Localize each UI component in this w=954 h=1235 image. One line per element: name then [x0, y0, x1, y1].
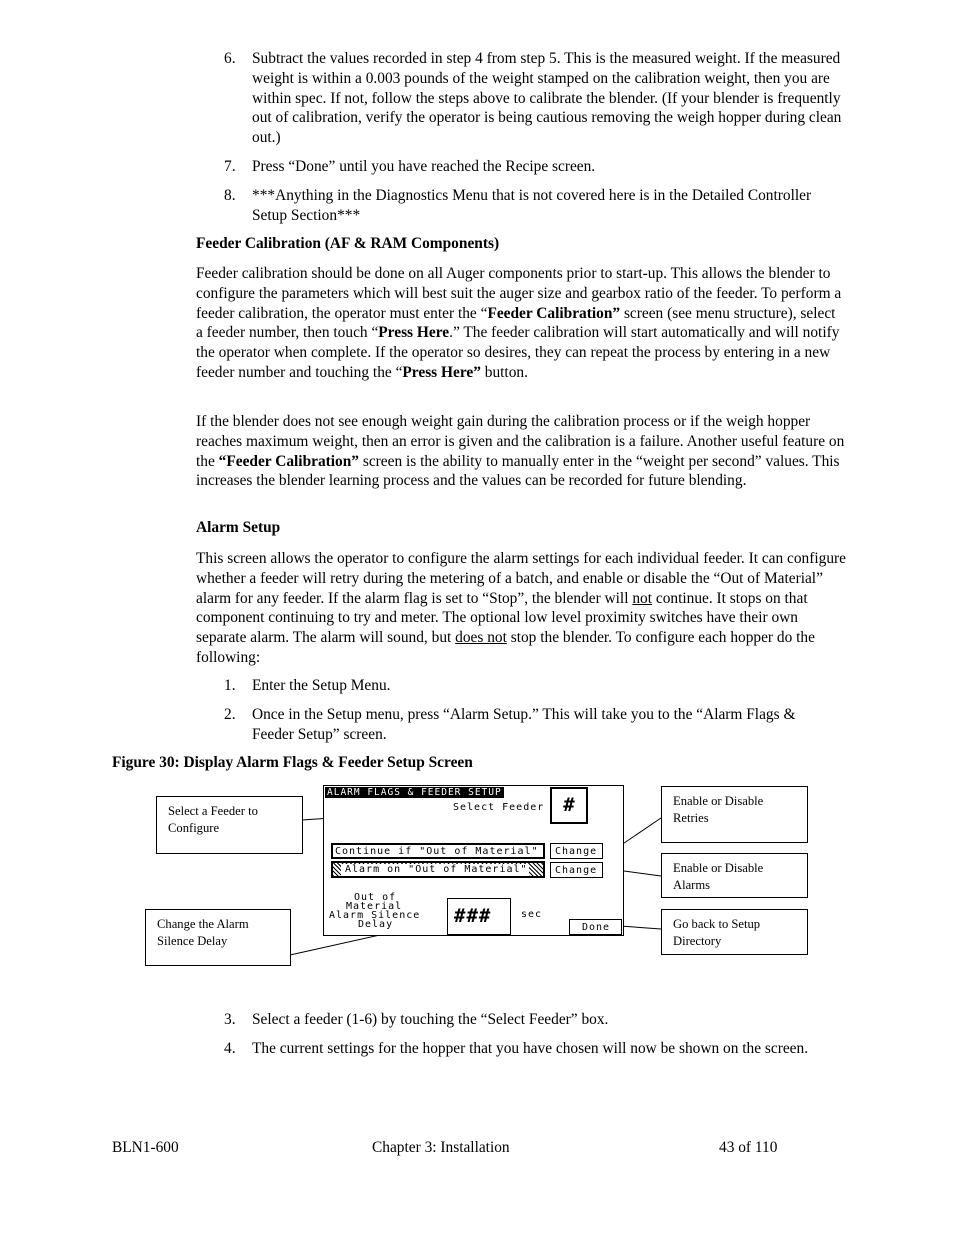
callout-setup-directory: Go back to Setup Directory	[661, 909, 808, 955]
done-button[interactable]	[569, 919, 622, 935]
connector-setup	[620, 926, 661, 929]
callout-select-feeder: Select a Feeder to Configure	[156, 796, 303, 854]
change-alarms-button[interactable]	[550, 862, 603, 878]
silence-label-line-3: Alarm Silence	[329, 910, 421, 921]
select-feeder-label: Select Feeder	[453, 802, 545, 813]
feeder-calibration-heading: Feeder Calibration (AF & RAM Components)	[196, 235, 500, 252]
silence-delay-box[interactable]	[447, 898, 511, 935]
change-retries-label: Change	[555, 846, 598, 857]
step-3-number: 3.	[224, 1011, 236, 1028]
alarm-setup-paragraph: This screen allows the operator to configure the alarm settings for each individual feeder. It can configure whether a feeder will retry during the metering of a batch, and enable or disable the “Out of Material” alarm for any feeder. If the alarm flag is set to “Stop”, the blender will not continue. It stops on that component continuing to try and meter. The optional low level proximity switches have their own separate alarm. The alarm will sound, but does not stop the blender. To configure each hopper do the following:	[196, 550, 847, 666]
select-feeder-box[interactable]	[550, 787, 588, 824]
step-8-text: ***Anything in the Diagnostics Menu that is not covered here is in the Detailed Controller Setup Section***	[252, 187, 812, 224]
step-6-number: 6.	[224, 50, 236, 67]
silence-label-line-4: Delay	[358, 919, 394, 930]
silence-delay-value: ###	[454, 905, 492, 927]
footer-chapter: Chapter 3: Installation	[372, 1139, 510, 1156]
silence-label-line-1: Out of	[354, 892, 397, 903]
callout-retries: Enable or Disable Retries	[661, 786, 808, 843]
continue-if-out-of-material-flag	[331, 843, 545, 859]
change-alarms-label: Change	[555, 865, 598, 876]
feeder-value: #	[563, 794, 575, 816]
step-1-number: 1.	[224, 677, 236, 694]
step-7-number: 7.	[224, 158, 236, 175]
alarm-flag-label: Alarm on "Out of Material"	[345, 864, 528, 875]
alarm-on-out-of-material-flag	[331, 861, 545, 878]
footer-page-number: 43 of 110	[719, 1139, 778, 1156]
step-2-number: 2.	[224, 706, 236, 723]
silence-label-line-2: Material	[346, 901, 403, 912]
callout-alarms: Enable or Disable Alarms	[661, 853, 808, 898]
feeder-calibration-paragraph-2: If the blender does not see enough weight gain during the calibration process or if the weigh hopper reaches maximum weight, then an error is given and the calibration is a failure. Another useful feature on the “Feeder Calibration” screen is the ability to manually enter in the “weight per second” values. This increases the blender learning process and the values can be recorded for future blending.	[196, 413, 845, 490]
screen-title: ALARM FLAGS & FEEDER SETUP	[327, 787, 502, 798]
step-7-text: Press “Done” until you have reached the Recipe screen.	[252, 158, 596, 175]
done-label: Done	[582, 922, 611, 933]
silence-unit: sec	[521, 909, 543, 920]
alarm-setup-heading: Alarm Setup	[196, 519, 281, 536]
change-retries-button[interactable]	[550, 843, 603, 859]
continue-flag-label: Continue if "Out of Material"	[335, 846, 539, 857]
step-3-text: Select a feeder (1-6) by touching the “Select Feeder” box.	[252, 1011, 609, 1028]
step-8-number: 8.	[224, 187, 236, 204]
step-4-number: 4.	[224, 1040, 236, 1057]
step-6-text: Subtract the values recorded in step 4 from step 5. This is the measured weight. If the measured weight is within a 0.003 pounds of the weight stamped on the calibration weight, then you are within spec. If not, follow the steps above to calibrate the blender. (If your blender is frequently out of calibration, verify the operator is being cautious removing the weigh hopper during clean out.)	[252, 50, 842, 147]
callout-silence-delay: Change the Alarm Silence Delay	[145, 909, 291, 966]
alarm-flag-inner	[341, 864, 529, 876]
step-2-text: Once in the Setup menu, press “Alarm Setup.” This will take you to the “Alarm Flags & Feeder Setup” screen.	[252, 706, 796, 743]
step-1-text: Enter the Setup Menu.	[252, 677, 391, 694]
figure-caption: Figure 30: Display Alarm Flags & Feeder Setup Screen	[112, 754, 473, 771]
alarm-flags-screen	[323, 785, 624, 936]
footer-doc-id: BLN1-600	[112, 1139, 179, 1156]
step-4-text: The current settings for the hopper that you have chosen will now be shown on the screen.	[252, 1040, 809, 1057]
feeder-calibration-paragraph-1: Feeder calibration should be done on all Auger components prior to start-up. This allows the blender to configure the parameters which will best suit the auger size and gearbox ratio of the feeder. To perform a feeder calibration, the operator must enter the “Feeder Calibration” screen (see menu structure), select a feeder number, then touch “Press Here.” The feeder calibration will start automatically and will notify the operator when complete. If the operator so desires, they can repeat the process by entering in a new feeder number and touching the “Press Here” button.	[196, 265, 842, 381]
